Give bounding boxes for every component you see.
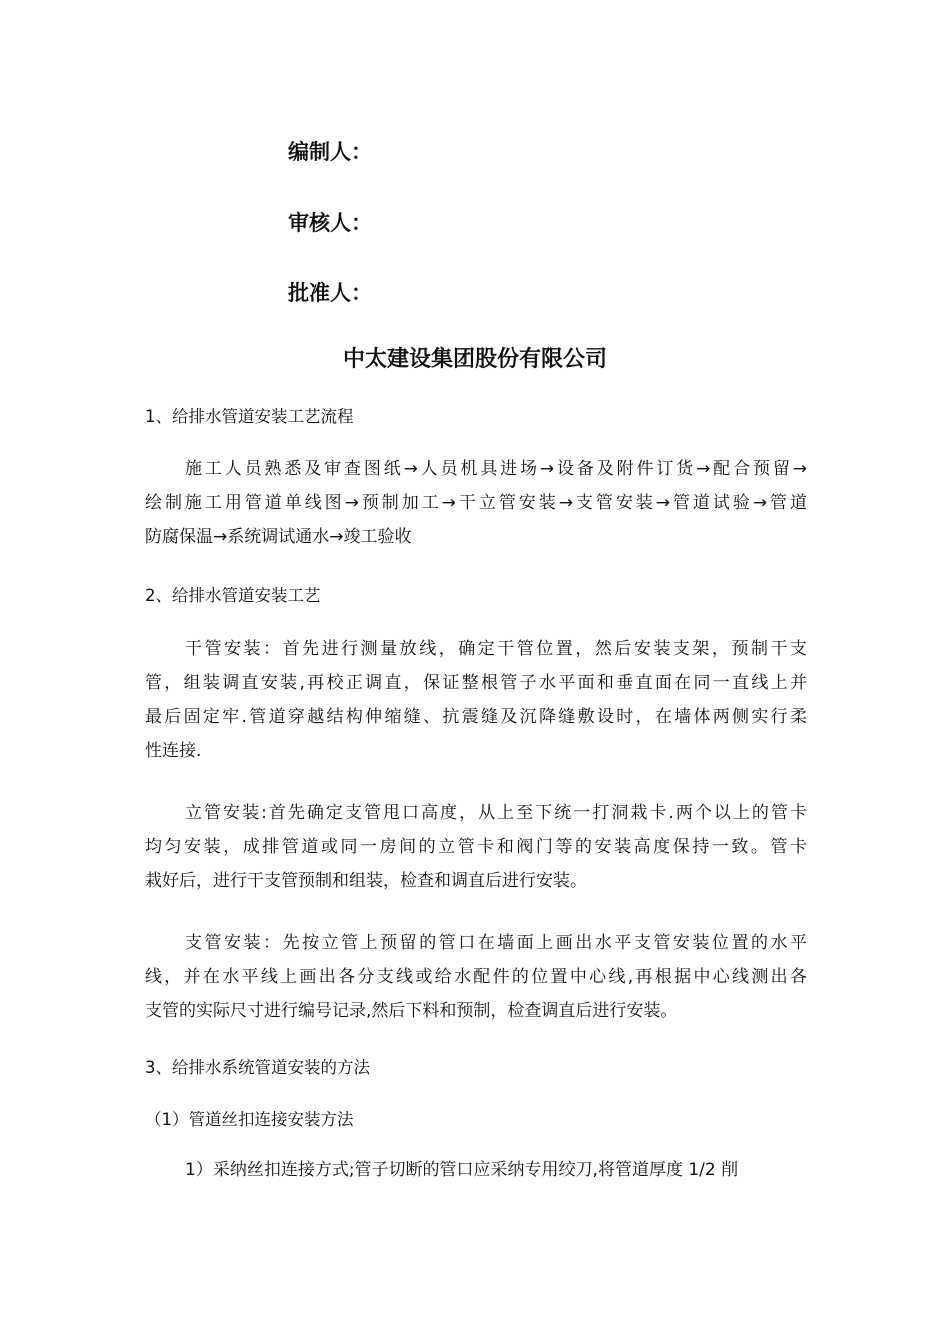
paragraph-line: 支管的实际尺寸进行编号记录,然后下料和预制，检查调直后进行安装。 (145, 1001, 678, 1021)
compiler-label: 编制人： (288, 140, 372, 164)
reviewer-label: 审核人： (288, 211, 372, 235)
paragraph-line: 最后固定牢.管道穿越结构伸缩缝、抗震缝及沉降缝敷设时，在墙体两侧实行柔 (145, 707, 807, 727)
company-name: 中太建设集团股份有限公司 (342, 347, 607, 372)
paragraph-line: 管，组装调直安装,再校正调直，保证整根管子水平面和垂直面在同一直线上并 (145, 673, 807, 693)
subsection-1-heading: （1）管道丝扣连接安装方法 (145, 1110, 354, 1129)
paragraph-line: 立管安装:首先确定支管甩口高度，从上至下统一打洞栽卡.两个以上的管卡 (185, 803, 807, 823)
paragraph-line: 施工人员熟悉及审查图纸→人员机具进场→设备及附件订货→配合预留→ (185, 459, 807, 479)
branch-pipe-paragraph (145, 926, 807, 1028)
paragraph-line: 性连接. (145, 741, 202, 761)
approver-label: 批准人： (288, 281, 372, 305)
paragraph-line: 绘制施工用管道单线图→预制加工→干立管安装→支管安装→管道试验→管道 (145, 493, 807, 513)
section-3-heading: 3、给排水系统管道安装的方法 (145, 1058, 370, 1077)
process-flow-paragraph (145, 452, 807, 554)
section-1-heading: 1、给排水管道安装工艺流程 (145, 407, 354, 426)
section-2-heading: 2、给排水管道安装工艺 (145, 586, 321, 605)
item-1-line: 1）采纳丝扣连接方式;管子切断的管口应采纳专用绞刀,将管道厚度 1/2 削 (185, 1160, 739, 1180)
paragraph-line: 线，并在水平线上画出各分支线或给水配件的位置中心线,再根据中心线测出各 (145, 967, 807, 987)
paragraph-line: 防腐保温→系统调试通水→竣工验收 (145, 527, 412, 547)
paragraph-line: 均匀安装，成排管道或同一房间的立管卡和阀门等的安装高度保持一致。管卡 (145, 837, 807, 857)
riser-pipe-paragraph (145, 796, 807, 898)
paragraph-line: 支管安装：先按立管上预留的管口在墙面上画出水平支管安装位置的水平 (185, 933, 807, 953)
paragraph-line: 栽好后，进行干支管预制和组装，检查和调直后进行安装。 (145, 871, 587, 891)
trunk-pipe-paragraph (145, 632, 807, 768)
paragraph-line: 干管安装：首先进行测量放线，确定干管位置，然后安装支架，预制干支 (185, 639, 807, 659)
